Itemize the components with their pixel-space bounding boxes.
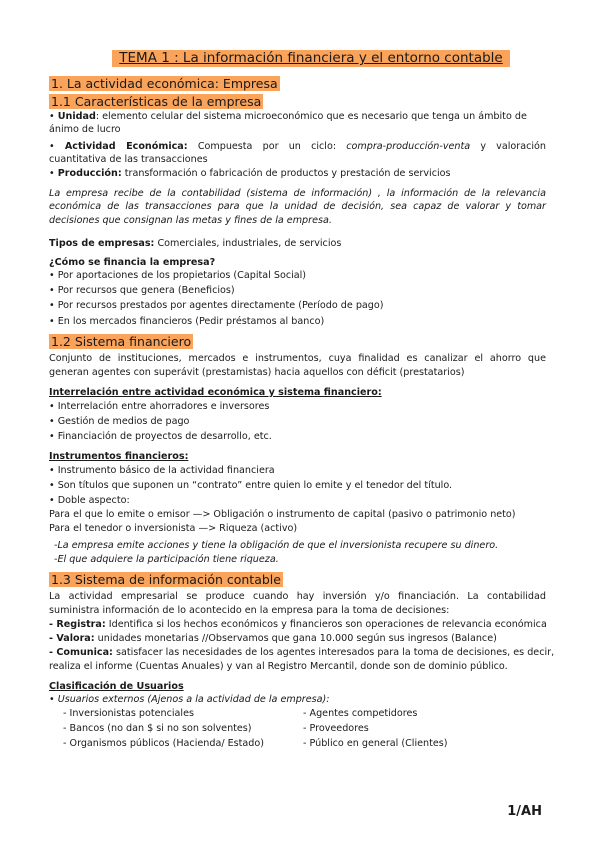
list-item: • Instrumento básico de la actividad financiera [49, 465, 275, 476]
tipos-text: Comerciales, industriales, de servicios [154, 238, 342, 249]
users-classification-title: Clasificación de Usuarios [49, 681, 184, 692]
list-item: • Por recursos que genera (Beneficios) [49, 285, 235, 296]
registra-line: - Registra: Identifica si los hechos económicos y financieros son operaciones de relevancia económica [49, 619, 547, 630]
bullet-actividad-text1: Compuesta por un ciclo: [187, 141, 347, 152]
aspect-line: Para el tenedor o inversionista —> Riqueza (activo) [49, 523, 298, 534]
info-para-line: suministra información de lo acontecido en la empresa para la toma de decisiones: [49, 605, 450, 616]
external-users-line: • Usuarios externos (Ajenos a la actividad de la empresa): [49, 694, 330, 705]
bullet-actividad: • Actividad Económica: Compuesta por un ciclo: compra-producción-venta y valoración [49, 141, 546, 152]
page-number: 1/AH [507, 804, 542, 819]
subsection-heading-1-1: 1.1 Características de la empresa [51, 94, 262, 109]
tipos-label: Tipos de empresas: [49, 238, 155, 249]
list-item: • Son títulos que suponen un “contrato” entre quien lo emite y el tenedor del título. [49, 480, 453, 491]
bullet-actividad-cont: cuantitativa de las transacciones [49, 154, 208, 165]
info-para-line: La actividad empresarial se produce cuando hay inversión y/o financiación. La contabilidad [49, 591, 546, 602]
sistema-para-line: generan agentes con superávit (prestamistas) hacia aquellos con déficit (prestatarios) [49, 367, 465, 378]
user-right-item: - Agentes competidores [303, 708, 418, 719]
bullet-actividad-italic: compra-producción-venta [346, 141, 471, 152]
bullet-actividad-text2: y valoración [470, 141, 546, 152]
instruments-title: Instrumentos financieros: [49, 451, 189, 462]
bullet-produccion: • Producción: transformación o fabricación de productos y prestación de servicios [49, 168, 451, 179]
list-item: • Interrelación entre ahorradores e inversores [49, 401, 270, 412]
italic-para-line: La empresa recibe de la contabilidad (sistema de información) , la información de la relevancia [49, 188, 546, 199]
comunica-line: - Comunica: satisfacer las necesidades de los agentes interesados para la toma de decisiones, es decir, [49, 647, 555, 658]
list-item: • Gestión de medios de pago [49, 416, 190, 427]
italic-para-line: económica de las transacciones para que la unidad de decisión, sea capaz de valorar y tomar [49, 201, 546, 212]
bullet-produccion-text: transformación o fabricación de productos y prestación de servicios [121, 168, 451, 179]
bullet-actividad-label: Actividad Económica: [64, 141, 188, 152]
financing-question: ¿Cómo se financia la empresa? [49, 257, 216, 268]
page-title: TEMA 1 : La información financiera y el entorno contable [112, 50, 510, 67]
section-heading-1-2: 1.2 Sistema financiero [51, 334, 192, 349]
user-left-item: - Inversionistas potenciales [63, 708, 195, 719]
valora-line: - Valora: unidades monetarias //Observamos que gana 10.000 según sus ingresos (Balance) [49, 633, 497, 644]
tipos-empresas [49, 237, 341, 250]
italic-example-line: -La empresa emite acciones y tiene la obligación de que el inversionista recupere su dinero. [54, 540, 499, 551]
list-item: • Por aportaciones de los propietarios (Capital Social) [49, 270, 307, 281]
bullet-unidad-cont: ánimo de lucro [49, 124, 121, 135]
list-item: • Financiación de proyectos de desarrollo, etc. [49, 431, 272, 442]
bullet-unidad-text: : elemento celular del sistema microeconómico que es necesario que tenga un ámbito de [95, 111, 527, 122]
italic-para-line: decisiones que consignan las metas y fines de la empresa. [49, 215, 332, 226]
aspect-line: Para el que lo emite o emisor —> Obligación o instrumento de capital (pasivo o patrimonio neto) [49, 509, 516, 520]
list-item: • En los mercados financieros (Pedir préstamos al banco) [49, 316, 325, 327]
sistema-para-line: Conjunto de instituciones, mercados e instrumentos, cuya finalidad es canalizar el ahorro que [49, 353, 546, 364]
italic-example-line: -El que adquiere la participación tiene riqueza. [54, 554, 279, 565]
bullet-produccion-label: Producción: [57, 168, 122, 179]
user-left-item: - Bancos (no dan $ si no son solventes) [63, 723, 252, 734]
user-left-item: - Organismos públicos (Hacienda/ Estado) [63, 738, 265, 749]
list-item: • Por recursos prestados por agentes directamente (Período de pago) [49, 300, 384, 311]
bullet-unidad-label: Unidad [57, 111, 96, 122]
user-right-item: - Proveedores [303, 723, 369, 734]
comunica-cont: realiza el informe (Cuentas Anuales) y van al Registro Mercantil, donde son de dominio público. [49, 661, 508, 672]
list-item: • Doble aspecto: [49, 495, 130, 506]
user-right-item: - Público en general (Clientes) [303, 738, 448, 749]
interrelation-title: Interrelación entre actividad económica y sistema financiero: [49, 387, 382, 398]
section-heading-1: 1. La actividad económica: Empresa [51, 76, 278, 91]
bullet-unidad: • Unidad: elemento celular del sistema microeconómico que es necesario que tenga un ámbito de [49, 111, 527, 122]
section-heading-1-3: 1.3 Sistema de información contable [51, 572, 281, 587]
